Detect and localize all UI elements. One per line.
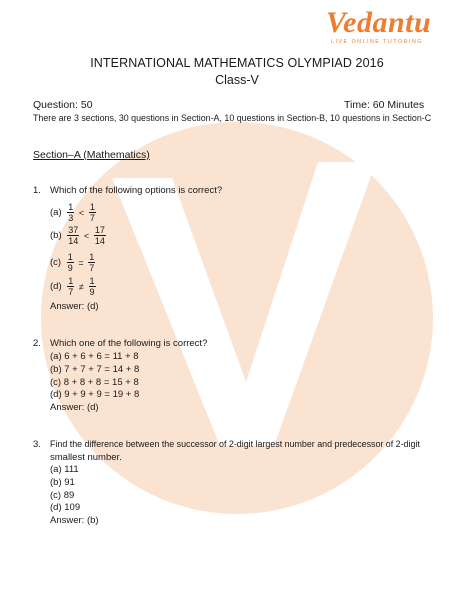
q2-option-d: (d) 9 + 9 + 9 = 19 + 8	[50, 389, 140, 400]
q2-option-a: (a) 6 + 6 + 6 = 11 + 8	[50, 351, 139, 362]
q1-option-b	[50, 225, 106, 246]
fraction: $\frac{1}{7}$	[89, 202, 95, 223]
q2-option-c: (c) 8 + 8 + 8 = 15 + 8	[50, 377, 139, 388]
sections-note: There are 3 sections, 30 questions in Section-A, 10 questions in Section-B, 10 questions in Section-C	[33, 113, 432, 123]
q3-answer: Answer: (b)	[50, 515, 99, 526]
q1-option-a	[50, 202, 96, 223]
comparison-operator: <	[78, 207, 85, 218]
q1-option-c	[50, 252, 95, 273]
comparison-operator: ≠	[78, 281, 84, 292]
question-count: Question: 50	[33, 99, 93, 111]
comparison-operator: <	[83, 230, 90, 241]
comparison-operator: =	[78, 257, 84, 268]
fraction: $\frac{37}{14}$	[68, 225, 79, 246]
q1-option-label: (a)	[50, 207, 62, 218]
q1-option-d	[50, 276, 96, 297]
vedantu-logo	[326, 8, 442, 45]
fraction: $\frac{1}{7}$	[89, 252, 95, 273]
logo-tagline: LIVE ONLINE TUTORING	[331, 39, 423, 45]
q3-text-line2: smallest number.	[50, 452, 122, 463]
q3-option-d: (d) 109	[50, 502, 81, 513]
q3-option-c: (c) 89	[50, 490, 75, 501]
exam-title: INTERNATIONAL MATHEMATICS OLYMPIAD 2016	[90, 56, 384, 70]
q2-option-b: (b) 7 + 7 + 7 = 14 + 8	[50, 364, 140, 375]
q3-number: 3.	[33, 439, 41, 450]
q3-text-line1: Find the difference between the successor of 2-digit largest number and predecessor of 2-digit	[50, 439, 420, 449]
q1-option-label: (c)	[50, 257, 62, 268]
q2-answer: Answer: (d)	[50, 402, 99, 413]
q1-option-label: (d)	[50, 281, 62, 292]
fraction: $\frac{1}{9}$	[89, 276, 95, 297]
fraction: $\frac{17}{14}$	[94, 225, 105, 246]
q3-option-b: (b) 91	[50, 477, 75, 488]
q1-answer: Answer: (d)	[50, 301, 99, 312]
q1-text: Which of the following options is correct?	[50, 185, 223, 196]
fraction: $\frac{1}{3}$	[68, 202, 74, 223]
logo-wordmark: Vedantu	[326, 6, 432, 39]
q1-number: 1.	[33, 185, 41, 196]
q3-option-a: (a) 111	[50, 464, 79, 475]
exam-time: Time: 60 Minutes	[344, 99, 425, 111]
section-a-title: Section–A (Mathematics)	[33, 149, 150, 161]
q1-option-label: (b)	[50, 230, 62, 241]
q2-number: 2.	[33, 338, 41, 349]
fraction: $\frac{1}{7}$	[68, 276, 74, 297]
exam-class: Class-V	[215, 73, 259, 87]
fraction: $\frac{1}{9}$	[67, 252, 73, 273]
q2-text: Which one of the following is correct?	[50, 338, 208, 349]
